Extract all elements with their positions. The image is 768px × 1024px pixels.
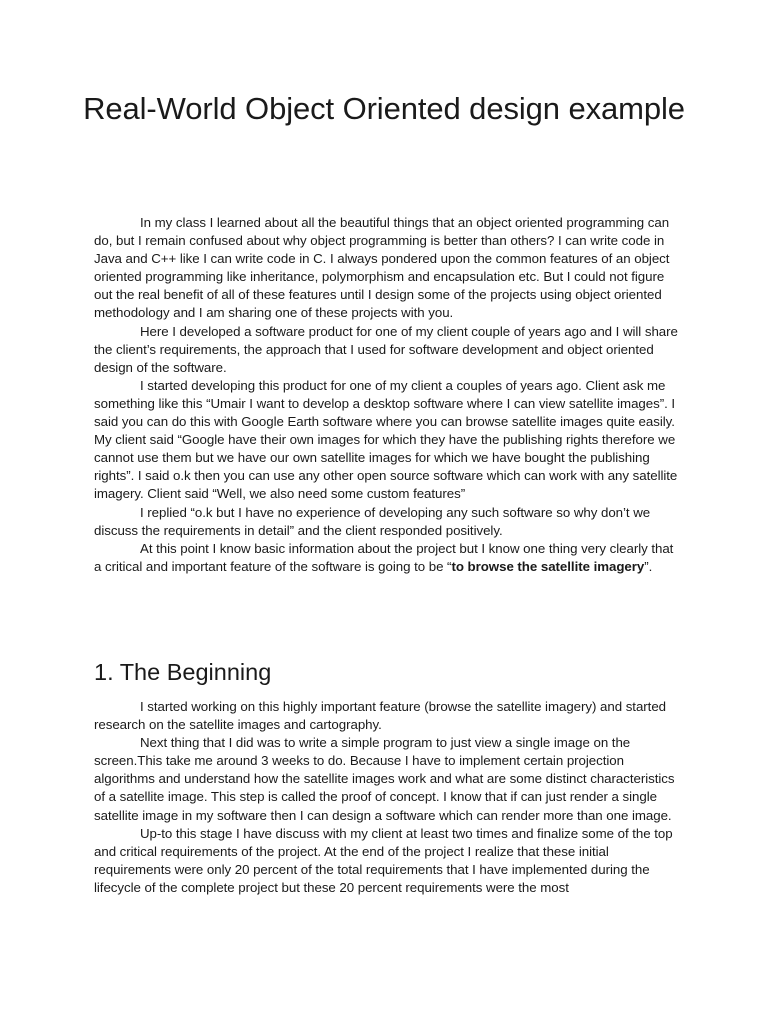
emphasis-browse-imagery: to browse the satellite imagery [451, 558, 645, 574]
section-heading-beginning: 1. The Beginning [94, 659, 272, 685]
intro-paragraph-2: Here I developed a software product for one of my client couple of years ago and I will share the client’s requirements, the approach that I used for software development and object oriented design of the software. [94, 323, 678, 375]
intro-paragraph-1: In my class I learned about all the beautiful things that an object oriented programming can do, but I remain confused about why object programming is better than others? I can write code in Java and C++ like I can write code in C. I always pondered upon the common features of an object oriented programming like inheritance, polymorphism and encapsulation etc. But I could not figure out the real benefit of all of these features until I design some of the projects using object oriented methodology and I am sharing one of these projects with you. [94, 215, 670, 321]
document-title: Real-World Object Oriented design example [83, 91, 685, 126]
beginning-section [94, 698, 684, 897]
beginning-paragraph-3: Up-to this stage I have discuss with my client at least two times and finalize some of the top and critical requirements of the project. At the end of the project I realize that these initial requirements were only 20 percent of the total requirements that I have implemented during the lifecycle of the complete project but these 20 percent requirements were the most [94, 825, 673, 895]
beginning-paragraph-2: Next thing that I did was to write a simple program to just view a single image on the screen.This take me around 3 weeks to do. Because I have to implement certain projection algorithms and understand how the satellite images work and what are some distinct characteristics of a satellite image. This step is called the proof of concept. I know that if can just render a single satellite image in my software then I can design a software which can render more than one image. [94, 735, 675, 823]
intro-paragraph-5-text: At this point I know basic information about the project but I know one thing very clearly that a critical and important feature of the software is going to be “ [94, 540, 674, 574]
intro-section [94, 214, 684, 576]
intro-paragraph-5 [94, 540, 684, 576]
intro-paragraph-3: I started developing this product for one of my client a couples of years ago. Client ask me something like this “Umair I want to develop a desktop software where I can view satellite images”. I said you can do this with Google Earth software where you can browse satellite images quite easily. My client said “Google have their own images for which they have the publishing rights therefore we cannot use them but we have our own satellite images for which we have bought the publishing rights”. I said o.k then you can use any other open source software which can work with any satellite imagery. Client said “Well, we also need some custom features” [94, 377, 678, 502]
intro-paragraph-4: I replied “o.k but I have no experience of developing any such software so why don’t we discuss the requirements in detail” and the client responded positively. [94, 504, 651, 538]
beginning-paragraph-1: I started working on this highly important feature (browse the satellite imagery) and started research on the satellite images and cartography. [94, 699, 667, 733]
intro-paragraph-5-end: ”. [644, 558, 653, 574]
